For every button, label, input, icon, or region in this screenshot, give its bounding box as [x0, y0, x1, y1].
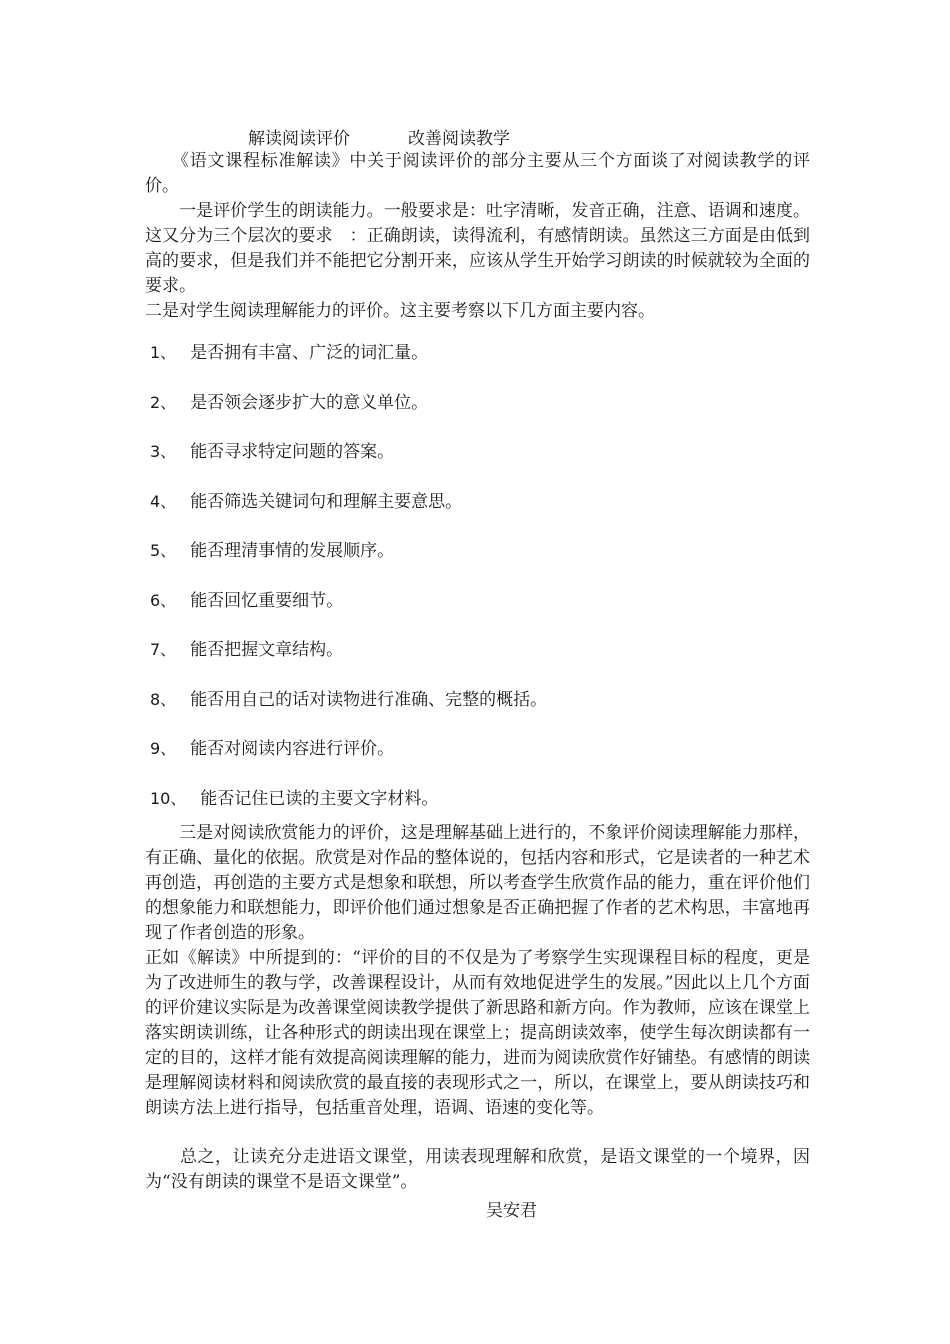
list-item	[150, 487, 462, 512]
list-item	[150, 734, 394, 759]
list-number: 3、	[150, 442, 177, 461]
title-part-2: 改善阅读教学	[408, 129, 510, 149]
title-part-1: 解读阅读评价	[248, 129, 350, 149]
document-title	[248, 124, 510, 149]
list-item	[150, 437, 394, 462]
list-item	[150, 388, 428, 413]
list-text: 能否记住已读的主要文字材料。	[200, 789, 439, 809]
list-text: 能否筛选关键词句和理解主要意思。	[190, 492, 463, 512]
list-number: 4、	[150, 492, 177, 511]
author-name: 吴安君	[486, 1201, 537, 1221]
list-number: 2、	[150, 393, 177, 412]
third-point-paragraph: 三是对阅读欣赏能力的评价，这是理解基础上进行的，不象评价阅读理解能力那样，有正确、量化的依据。欣赏是对作品的整体说的，包括内容和形式，它是读者的一种艺术再创造，再创造的主要方式是想象和联想，所以考查学生欣赏作品的能力，重在评价他们的想象能力和联想能力，即评价他们通过想象是否正确把握了作者的艺术构思，丰富地再现了作者创造的形象。	[145, 823, 810, 943]
list-number: 9、	[150, 739, 177, 758]
list-text: 是否领会逐步扩大的意义单位。	[190, 393, 429, 413]
quote-paragraph: 正如《解读》中所提到的：“评价的目的不仅是为了考察学生实现课程目标的程度，更是为了改进师生的教与学，改善课程设计，从而有效地促进学生的发展。”因此以上几个方面的评价建议实际是为改善课堂阅读教学提供了新思路和新方向。作为教师，应该在课堂上落实朗读训练，让各种形式的朗读出现在课堂上；提高朗读效率，使学生每次朗读都有一定的目的，这样才能有效提高阅读理解的能力，进而为阅读欣赏作好铺垫。有感情的朗读是理解阅读材料和阅读欣赏的最直接的表现形式之一，所以，在课堂上，要从朗读技巧和朗读方法上进行指导，包括重音处理，语调、语速的变化等。	[145, 948, 810, 1118]
list-item	[150, 635, 343, 660]
list-item	[150, 338, 428, 363]
list-number: 7、	[150, 640, 177, 659]
list-number: 5、	[150, 541, 177, 560]
list-text: 是否拥有丰富、广泛的词汇量。	[190, 343, 429, 363]
list-number: 10、	[150, 789, 187, 808]
list-item	[150, 586, 343, 611]
list-number: 6、	[150, 591, 177, 610]
intro-paragraph: 《语文课程标准解读》中关于阅读评价的部分主要从三个方面谈了对阅读教学的评价。	[145, 151, 810, 196]
list-item	[150, 784, 438, 809]
list-text: 能否回忆重要细节。	[190, 591, 344, 611]
list-text: 能否用自己的话对读物进行准确、完整的概括。	[190, 690, 548, 710]
list-text: 能否寻求特定问题的答案。	[190, 442, 395, 462]
list-item	[150, 685, 547, 710]
second-point-paragraph: 二是对学生阅读理解能力的评价。这主要考察以下几方面主要内容。	[145, 301, 655, 321]
conclusion-paragraph: 总之，让读充分走进语文课堂，用读表现理解和欣赏，是语文课堂的一个境界，因为“没有朗读的课堂不是语文课堂”。	[145, 1147, 810, 1192]
list-item	[150, 536, 394, 561]
list-number: 8、	[150, 690, 177, 709]
list-text: 能否理清事情的发展顺序。	[190, 541, 395, 561]
first-point-paragraph: 一是评价学生的朗读能力。一般要求是：吐字清晰，发音正确，注意、语调和速度。这又分为三个层次的要求 ：正确朗读，读得流利，有感情朗读。虽然这三方面是由低到高的要求，但是我们并不能把它分割开来，应该从学生开始学习朗读的时候就较为全面的要求。	[145, 201, 810, 296]
list-text: 能否把握文章结构。	[190, 640, 344, 660]
list-text: 能否对阅读内容进行评价。	[190, 739, 395, 759]
list-number: 1、	[150, 343, 177, 362]
